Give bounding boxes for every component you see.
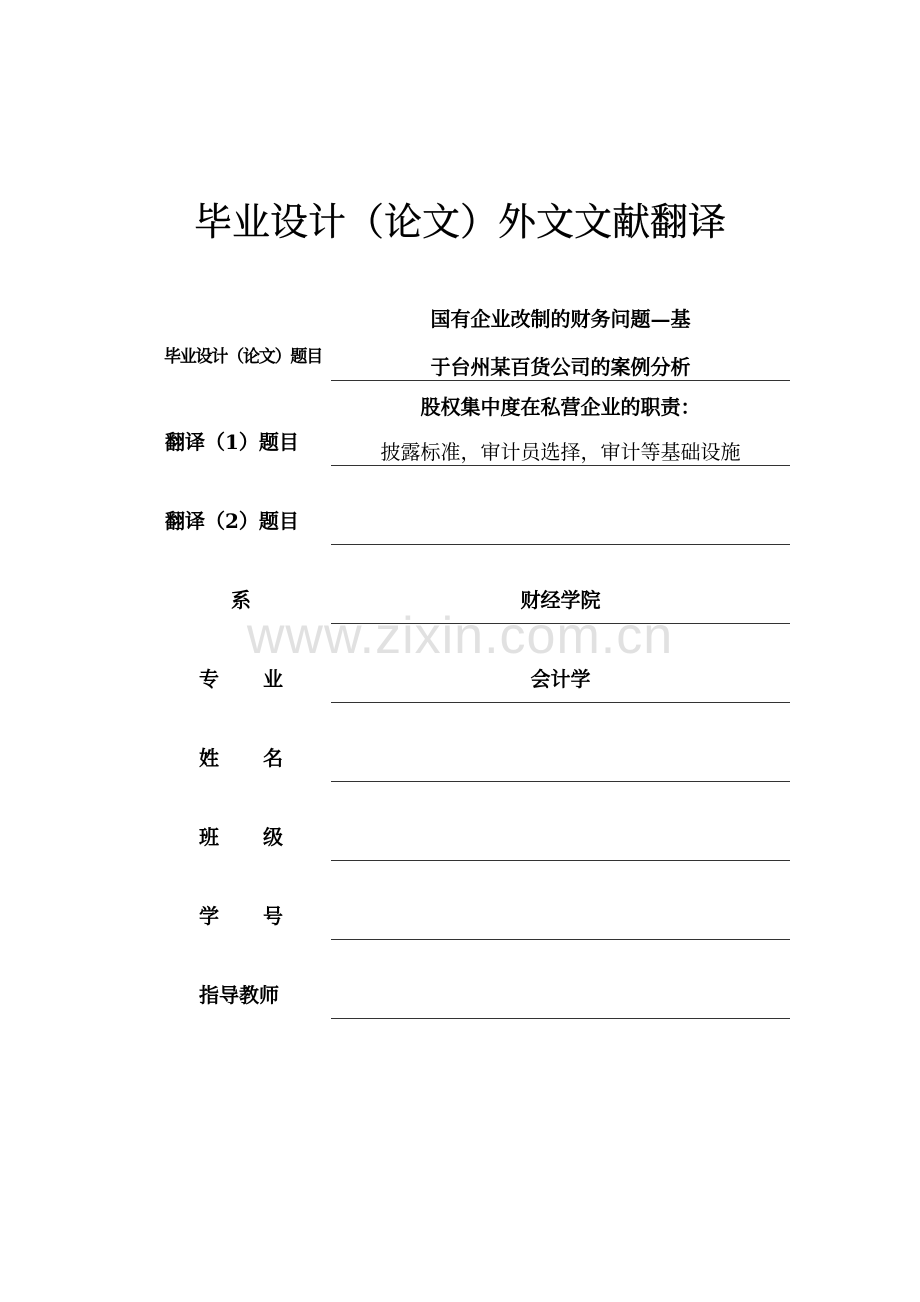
name-label-char1: 姓 [199,746,219,770]
advisor-label: 指导教师 [199,983,279,1007]
major-underline [331,702,790,703]
translation1-title-line2: 披露标准，审计员选择，审计等基础设施 [380,440,741,464]
translation1-title-underline [331,465,790,466]
class-label-char1: 班 [199,825,219,849]
department-label: 系 [231,588,251,612]
major-value: 会计学 [530,667,591,691]
translation1-title-label: 翻译（1）题目 [165,430,299,454]
translation1-title-line1: 股权集中度在私营企业的职责： [420,395,701,419]
major-label-char1: 专 [199,667,219,691]
name-underline [331,781,790,782]
name-label-char2: 名 [263,746,283,770]
student-id-underline [331,939,790,940]
department-underline [331,623,790,624]
thesis-title-label: 毕业设计（论文）题目 [164,347,322,367]
class-underline [331,860,790,861]
translation2-title-label: 翻译（2）题目 [165,509,299,533]
name-label [199,744,283,772]
student-id-label [199,902,283,930]
advisor-underline [331,1018,790,1019]
watermark: www.zixin.com.cn [246,607,674,665]
page-title: 毕业设计（论文）外文文献翻译 [193,200,726,244]
department-value: 财经学院 [520,588,601,612]
major-label [199,665,283,693]
thesis-title-underline [331,380,790,381]
student-id-label-char1: 学 [199,904,219,928]
thesis-title-line1: 国有企业改制的财务问题—基 [430,307,691,331]
class-label-char2: 级 [263,825,283,849]
class-label [199,823,283,851]
translation2-title-underline [331,544,790,545]
thesis-title-line2: 于台州某百货公司的案例分析 [430,355,691,379]
major-label-char2: 业 [263,667,283,691]
student-id-label-char2: 号 [263,904,283,928]
